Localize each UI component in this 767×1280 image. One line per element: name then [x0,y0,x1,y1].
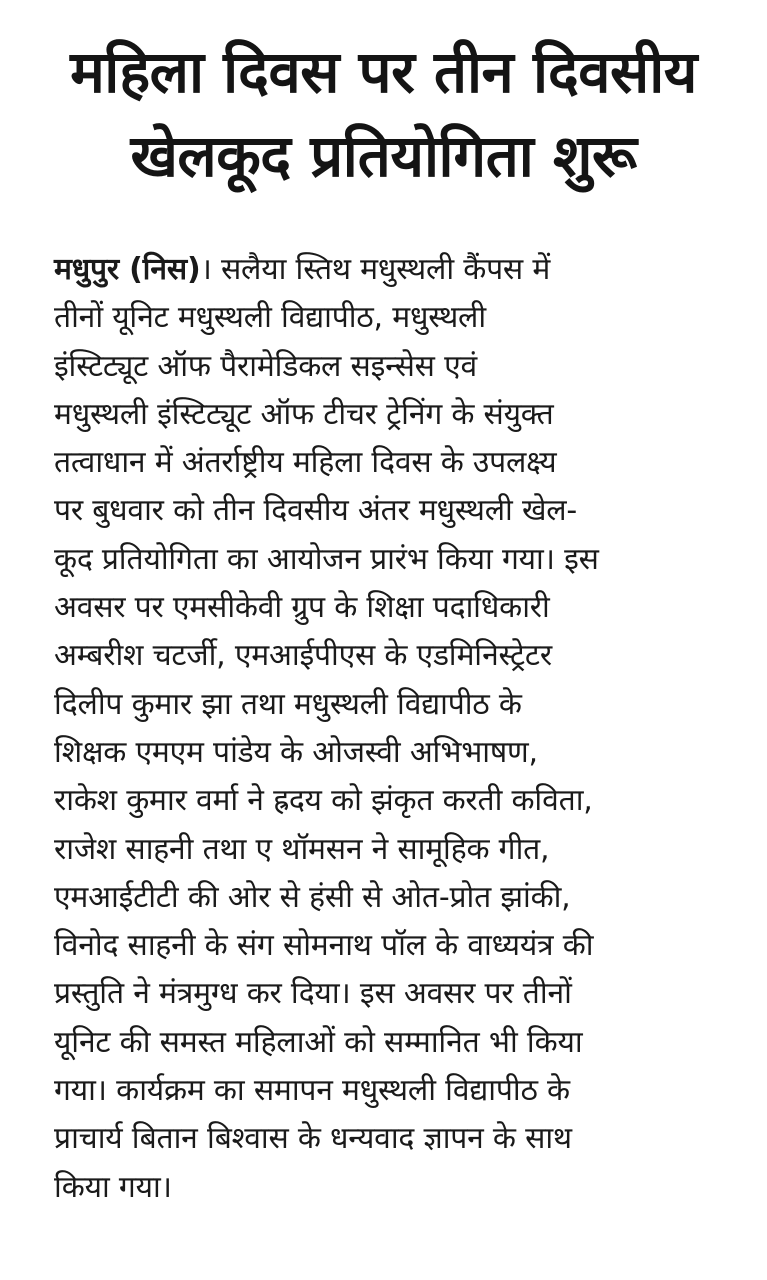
body-line: दिलीप कुमार झा तथा मधुस्थली विद्यापीठ के [54,686,522,722]
headline-line-1: महिला दिवस पर तीन दिवसीय [70,38,697,106]
body-line: शिक्षक एमएम पांडेय के ओजस्वी अभिभाषण, [54,734,538,770]
body-line: तत्वाधान में अंतर्राष्ट्रीय महिला दिवस के उपलक्ष्य [54,445,557,481]
body-line [54,246,744,294]
body-line: गया। कार्यक्रम का समापन मधुस्थली विद्यापीठ के [54,1073,570,1109]
body-line: पर बुधवार को तीन दिवसीय अंतर मधुस्थली खेल- [54,493,578,529]
body-line: विनोद साहनी के संग सोमनाथ पॉल के वाध्ययंत्र की [54,928,594,964]
body-line: प्राचार्य बितान बिश्वास के धन्यवाद ज्ञापन के साथ [54,1121,572,1157]
body-line: कूद प्रतियोगिता का आयोजन प्रारंभ किया गया। इस [54,541,599,577]
body-line: अम्बरीश चटर्जी, एमआईपीएस के एडमिनिस्ट्रेटर [54,638,552,674]
headline-line-2: खेलकूद प्रतियोगिता शुरू [130,122,637,190]
body-line: तीनों यूनिट मधुस्थली विद्यापीठ, मधुस्थली [54,300,486,336]
body-line: राजेश साहनी तथा ए थॉमसन ने सामूहिक गीत, [54,831,550,867]
body-line: राकेश कुमार वर्मा ने ह्रदय को झंकृत करती कविता, [54,783,593,819]
headline [20,30,747,198]
body-line: इंस्टिट्यूट ऑफ पैरामेडिकल सइन्सेस एवं [54,348,477,384]
body-line: यूनिट की समस्त महिलाओं को सम्मानित भी किया [54,1024,583,1060]
article-body [54,246,744,1212]
first-line-text: । सलैया स्तिथ मधुस्थली कैंपस में [200,252,551,287]
body-line: एमआईटीटी की ओर से हंसी से ओत-प्रोत झांकी, [54,879,571,915]
body-line: अवसर पर एमसीकेवी ग्रुप के शिक्षा पदाधिकारी [54,590,550,626]
dateline: मधुपुर (निस) [54,252,201,287]
body-line: प्रस्तुति ने मंत्रमुग्ध कर दिया। इस अवसर पर तीनों [54,976,572,1012]
body-line: किया गया। [54,1169,172,1205]
body-line: मधुस्थली इंस्टिट्यूट ऑफ टीचर ट्रेनिंग के संयुक्त [54,396,554,432]
